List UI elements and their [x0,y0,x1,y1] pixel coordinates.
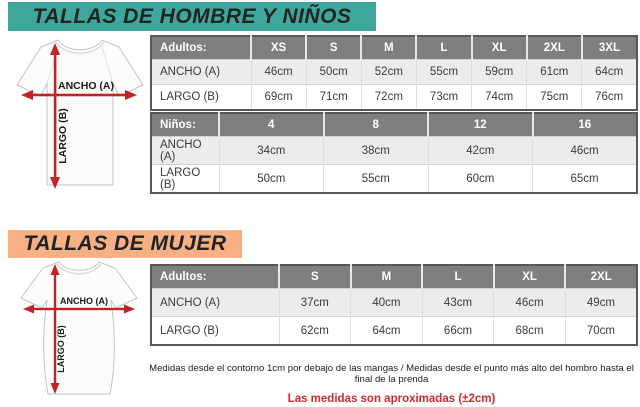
tshirt-outline [17,40,143,185]
mens-tshirt-diagram [12,32,148,203]
measurement-row [151,165,637,194]
size-column-header: 4 [219,113,324,137]
measurement-value-cell: 40cm [351,289,423,317]
table-group-label: Adultos: [151,36,251,60]
size-header-row [151,265,637,289]
size-column-header: M [361,36,416,60]
measurement-value-cell: 59cm [472,60,527,85]
womens-tshirt-image [15,256,145,402]
measurement-value-cell: 50cm [306,60,361,85]
measurement-value-cell: 64cm [351,317,423,346]
measurement-value-cell: 52cm [361,60,416,85]
measurement-value-cell: 64cm [582,60,637,85]
measurement-value-cell: 72cm [361,85,416,111]
kids-size-table [150,112,638,194]
measurement-value-cell: 71cm [306,85,361,111]
approximation-warning: Las medidas son aproximadas (±2cm) [287,393,496,405]
men-adults-size-table [150,35,638,111]
size-column-header: 12 [428,113,533,137]
size-column-header: XL [472,36,527,60]
women-section-title: TALLAS DE MUJER [8,230,242,258]
size-column-header: 8 [324,113,429,137]
measurement-value-cell: 62cm [279,317,351,346]
measurement-value-cell: 61cm [527,60,582,85]
table-group-label: Adultos: [151,265,279,289]
measurement-label-cell: LARGO (B) [151,85,251,111]
size-column-header: XL [494,265,566,289]
size-column-header: L [416,36,471,60]
measurement-value-cell: 74cm [472,85,527,111]
men-section-title: TALLAS DE HOMBRE Y NIÑOS [8,2,376,31]
measurement-value-cell: 70cm [565,317,637,346]
measurement-row [151,137,637,165]
measurement-value-cell: 46cm [494,289,566,317]
measurement-label-cell: LARGO (B) [151,317,279,346]
size-column-header: L [422,265,494,289]
measurement-value-cell: 73cm [416,85,471,111]
measurement-value-cell: 55cm [416,60,471,85]
measurement-value-cell: 42cm [428,137,533,165]
measurement-value-cell: 69cm [251,85,306,111]
size-column-header: 3XL [582,36,637,60]
table-group-label: Niños: [151,113,219,137]
measurement-note: Medidas desde el contorno 1cm por debajo de las mangas / Medidas desde el punto más alto del hombro hasta el final de la prenda [149,363,634,385]
measurement-value-cell: 55cm [324,165,429,194]
size-column-header: XS [251,36,306,60]
measurement-value-cell: 34cm [219,137,324,165]
measurement-value-cell: 65cm [533,165,638,194]
measurement-value-cell: 43cm [422,289,494,317]
measurement-row [151,85,637,111]
womens-tshirt-diagram [15,256,145,407]
size-column-header: 16 [533,113,638,137]
measurement-value-cell: 68cm [494,317,566,346]
measurement-value-cell: 49cm [565,289,637,317]
measurement-value-cell: 46cm [533,137,638,165]
measurement-row [151,317,637,346]
size-column-header: S [279,265,351,289]
width-arrow-label: ANCHO (A) [58,80,114,92]
measurement-value-cell: 76cm [582,85,637,111]
measurement-value-cell: 60cm [428,165,533,194]
size-header-row [151,113,637,137]
measurement-label-cell: LARGO (B) [151,165,219,194]
measurement-label-cell: ANCHO (A) [151,60,251,85]
measurement-value-cell: 46cm [251,60,306,85]
size-column-header: 2XL [565,265,637,289]
measurement-value-cell: 50cm [219,165,324,194]
measurement-value-cell: 75cm [527,85,582,111]
size-column-header: S [306,36,361,60]
measurement-row [151,289,637,317]
size-column-header: 2XL [527,36,582,60]
tshirt-outline [21,262,137,394]
measurement-value-cell: 37cm [279,289,351,317]
measurement-label-cell: ANCHO (A) [151,137,219,165]
footer-notes [145,363,638,405]
mens-tshirt-image [12,32,148,198]
length-arrow-label: LARGO (B) [56,325,66,373]
length-arrow-label: LARGO (B) [57,108,69,164]
width-arrow-label: ANCHO (A) [60,296,108,306]
measurement-value-cell: 38cm [324,137,429,165]
measurement-value-cell: 66cm [422,317,494,346]
measurement-row [151,60,637,85]
women-size-table [150,264,638,346]
size-header-row [151,36,637,60]
size-column-header: M [351,265,423,289]
measurement-label-cell: ANCHO (A) [151,289,279,317]
